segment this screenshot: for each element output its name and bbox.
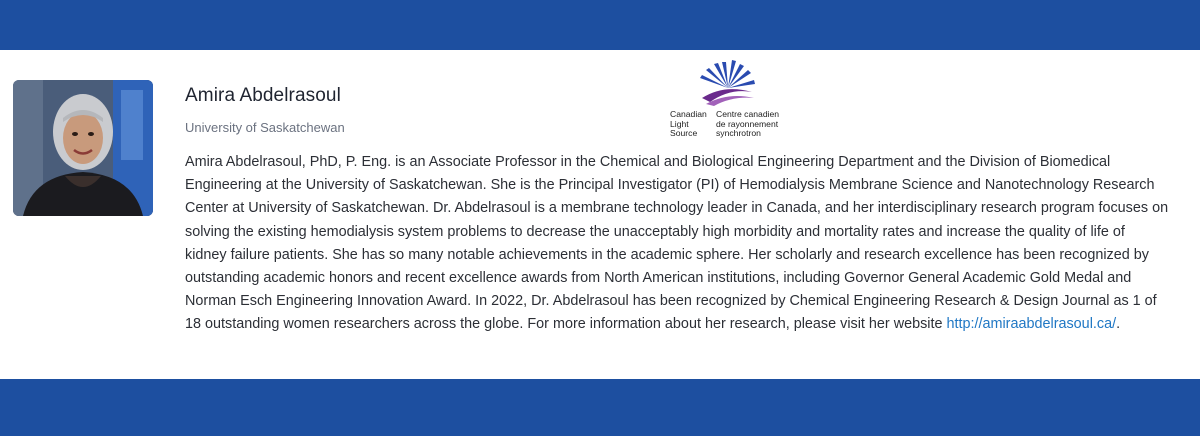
profile-card: [0, 50, 1200, 379]
bio-end: .: [1116, 316, 1121, 333]
logo-french-text: Centre canadien de rayonnement synchrotron: [716, 109, 780, 139]
bottom-banner: [0, 379, 1200, 436]
logo-english-text: Canadian Light Source: [670, 109, 707, 139]
profile-bio: [185, 151, 1170, 337]
profile-affiliation: University of Saskatchewan: [185, 120, 345, 135]
top-banner: [0, 0, 1200, 50]
profile-name: Amira Abdelrasoul: [185, 85, 341, 106]
canadian-light-source-logo: [668, 58, 798, 148]
bio-text: Amira Abdelrasoul, PhD, P. Eng. is an Associate Professor in the Chemical and Biological Engineering Department and the Division of Biomedical Engineering at the University of Saskatchewan. She is the Principal Investigator (PI) of Hemodialysis Membrane Science and Nanotechnology Research Center at University of Saskatchewan. Dr. Abdelrasoul is a membrane technology leader in Canada, and her interdisciplinary research program focuses on solving the existing hemodialysis system problems to decrease the unacceptably high morbidity and mortality rates and increase the quality of life of kidney failure patients. She has so many notable achievements in the academic sphere. Her scholarly and research excellence has been recognized by outstanding academic honors and recent excellence awards from North American institutions, including Governor General Academic Gold Medal and Norman Esch Engineering Innovation Award. In 2022, Dr. Abdelrasoul has been recognized by Chemical Engineering Research & Design Journal as 1 of 18 outstanding women researchers across the globe. For more information about her research, please visit her website: [185, 154, 1169, 333]
synchrotron-burst-icon: [696, 58, 760, 106]
profile-photo: [13, 80, 153, 216]
website-link[interactable]: http://amiraabdelrasoul.ca/: [946, 316, 1117, 333]
